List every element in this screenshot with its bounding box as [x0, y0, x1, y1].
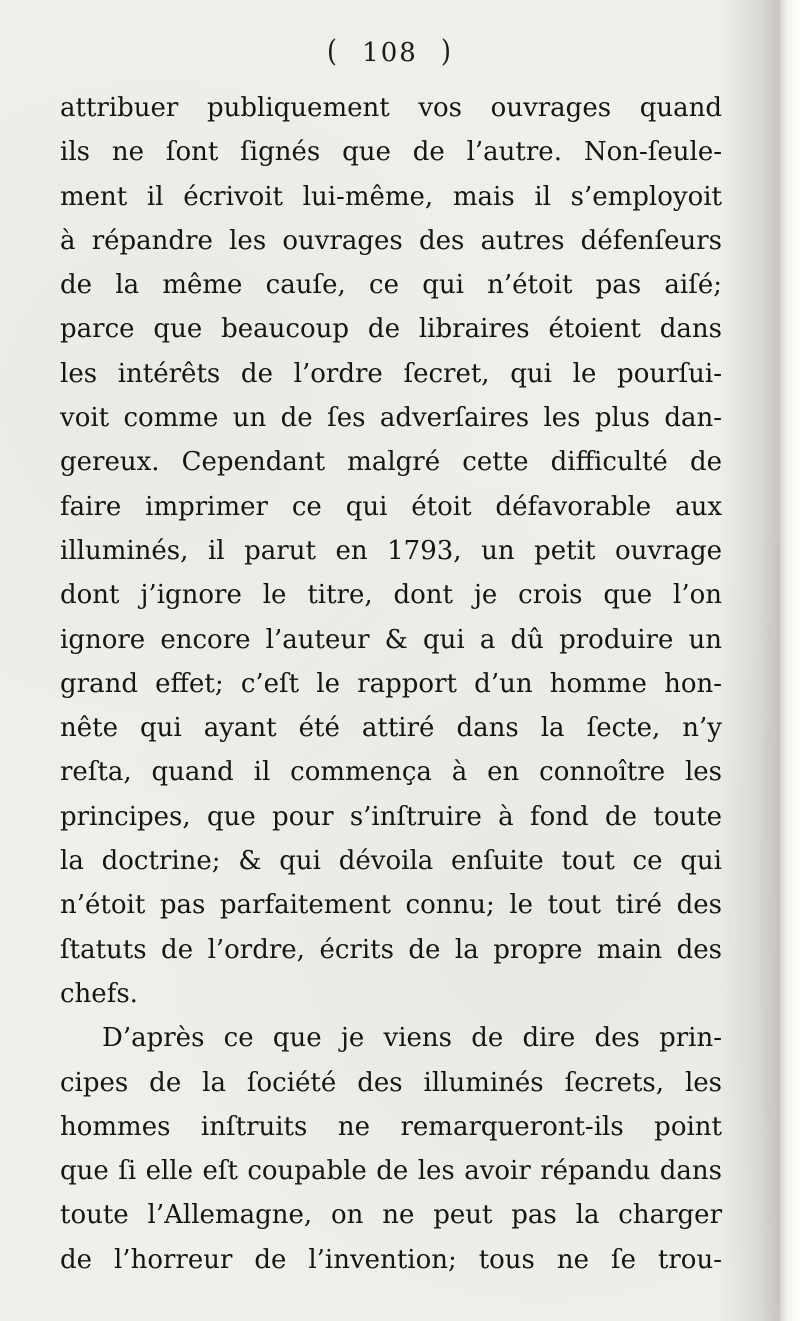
- text-line: la doctrine; & qui dévoila enſuite tout ce qui: [60, 846, 722, 877]
- page-number: 108: [362, 38, 418, 68]
- text-line: n’étoit pas parfaitement connu; le tout tiré des: [60, 890, 722, 921]
- text-line: ignore encore l’auteur & qui a dû produire un: [60, 624, 722, 655]
- text-line: parce que beaucoup de libraires étoient dans: [60, 314, 722, 345]
- page-header: [0, 34, 780, 69]
- text-line: grand effet; c’eſt le rapport d’un homme hon-: [60, 668, 722, 699]
- text-line: ſtatuts de l’ordre, écrits de la propre main des: [60, 934, 722, 965]
- text-line: faire imprimer ce qui étoit défavorable aux: [60, 491, 722, 522]
- paragraph-start-line: D’après ce que je viens de dire des prin-: [102, 1023, 722, 1054]
- text-line: de la même cauſe, ce qui n’étoit pas aiſé;: [60, 270, 722, 301]
- text-line: toute l’Allemagne, on ne peut pas la charger: [60, 1200, 722, 1231]
- text-line: principes, que pour s’inſtruire à fond de toute: [60, 801, 722, 832]
- page-edge: [780, 0, 800, 1321]
- text-line: nête qui ayant été attiré dans la ſecte, n’y: [60, 713, 722, 744]
- text-line: voit comme un de ſes adverſaires les plus dan-: [60, 403, 722, 434]
- text-line: les intérêts de l’ordre ſecret, qui le pourſui-: [60, 358, 722, 389]
- paragraph-end-line: chefs.: [60, 978, 138, 1009]
- text-line: cipes de la ſociété des illuminés ſecrets, les: [60, 1067, 722, 1098]
- text-line: de l’horreur de l’invention; tous ne ſe trou-: [60, 1244, 722, 1275]
- text-line: que ſi elle eſt coupable de les avoir répandu dans: [60, 1156, 722, 1187]
- text-line: attribuer publiquement vos ouvrages quand: [60, 93, 722, 123]
- text-line: ment il écrivoit lui-même, mais il s’employoit: [60, 181, 722, 212]
- text-line: dont j’ignore le titre, dont je crois que l’on: [60, 580, 722, 611]
- text-line: hommes inſtruits ne remarqueront-ils point: [60, 1111, 722, 1142]
- header-paren-close: ): [440, 34, 453, 69]
- text-line: ils ne ſont ſignés que de l’autre. Non-ſeule-: [60, 137, 722, 168]
- header-paren-open: (: [327, 34, 340, 69]
- text-line: reſta, quand il commença à en connoître les: [60, 757, 722, 788]
- body-text: [60, 86, 722, 1282]
- text-line: à répandre les ouvrages des autres défenſeurs: [60, 225, 722, 256]
- text-line: illuminés, il parut en 1793, un petit ouvrage: [60, 535, 722, 566]
- text-line: gereux. Cependant malgré cette difficulté de: [60, 447, 722, 478]
